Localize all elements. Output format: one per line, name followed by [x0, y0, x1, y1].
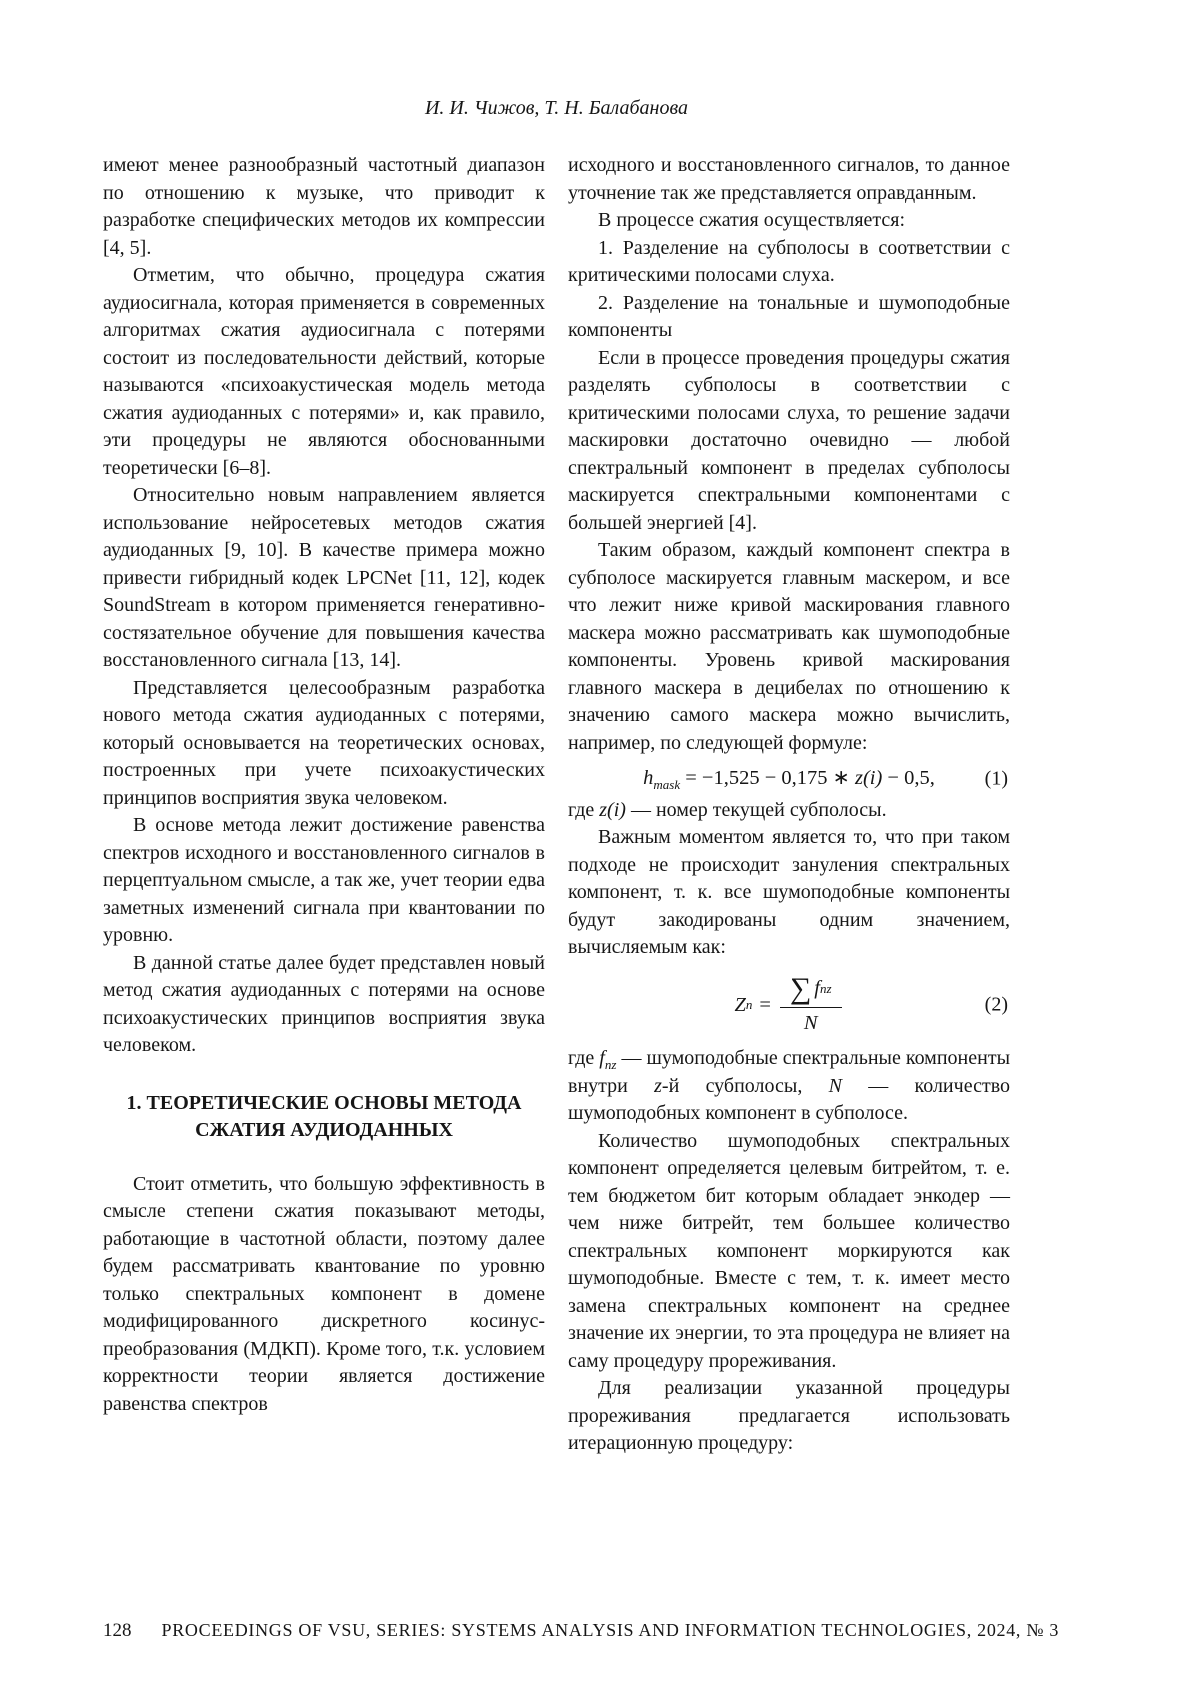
math-variable: f [599, 1047, 605, 1069]
formula-2 [568, 971, 1010, 1038]
paragraph: Если в процессе проведения процедуры сжатия разделять субполосы в соответствии с критическими полосами слуха, то решение задачи маскировки достаточно очевидно — любой спектральный компонент в пределах субполосы маскируется спектральными компонентами с большей энергией [4]. [568, 346, 1010, 534]
left-column [103, 152, 545, 1458]
formula-1-expression [643, 765, 935, 793]
journal-title: PROCEEDINGS OF VSU, SERIES: SYSTEMS ANALYSIS AND INFORMATION TECHNOLOGIES, 2024, № 3 [161, 1620, 1060, 1640]
paragraph: Таким образом, каждый компонент спектра в субполосе маскируется главным маскером, и все что лежит ниже кривой маскирования главного маскера можно рассматривать как шумоподобные компоненты. Уровень кривой маскирования главного маскера в децибелах по отношению к значению самого маскера можно вычислить, например, по следующей формуле: [568, 539, 1010, 754]
math-operators: = −1,525 − 0,175 ∗ [680, 767, 855, 789]
legend-text: — номер текущей субполосы. [625, 798, 887, 821]
paragraph: Количество шумоподобных спектральных компонент определяется целевым битрейтом, т. е. тем бюджетом бит которым обладает энкодер — чем ниже битрейт, тем большее количество спектральных компонент моркируются как шумоподобные. Вместе с тем, т. к. имеет место замена спектральных компонент на среднее значение их энергии, то эта процедура не влияет на саму процедуру прореживания. [568, 1129, 1010, 1372]
formula-1-legend [568, 797, 1010, 825]
page-header-authors: И. И. Чижов, Т. Н. Балабанова [424, 97, 689, 119]
summation-symbol: ∑ [789, 971, 812, 1005]
math-variable: z [654, 1074, 662, 1097]
legend-text: где [568, 798, 600, 821]
math-variable: z(i) [854, 767, 883, 789]
math-variable: N [828, 1074, 842, 1097]
right-column [568, 152, 1010, 1458]
paragraph: В данной статье далее будет представлен новый метод сжатия аудиоданных с потерями на основе психоакустических принципов восприятия звука человеком. [103, 951, 545, 1056]
page-number: 128 [103, 1620, 132, 1641]
paragraph: Для реализации указанной процедуры прореживания предлагается использовать итерационную процедуру: [568, 1377, 1010, 1454]
paragraph: Относительно новым направлением является использование нейросетевых методов сжатия аудиоданных [9, 10]. В качестве примера можно привести гибридный кодек LPCNet [11, 12], кодек SoundStream в котором применяется генеративно-состязательное обучение для повышения качества восстановленного сигнала [13, 14]. [103, 484, 545, 671]
equation-number: (2) [984, 993, 1008, 1016]
legend-text: — количество шумоподобных компонент в субполосе. [568, 1074, 1010, 1124]
formula-2-legend [568, 1045, 1010, 1128]
paragraph: Важным моментом является то, что при таком подходе не происходит зануления спектральных компонент, т. к. все шумоподобные компоненты будут закодированы одним значением, вычисляемым как: [568, 826, 1010, 958]
math-variable: z(i) [599, 798, 626, 821]
paragraph: В процессе сжатия осуществляется: [598, 209, 906, 231]
paragraph: Представляется целесообразным разработка нового метода сжатия аудиоданных с потерями, который основывается на теоретических основах, построенных при учете психоакустических принципов восприятия звука человеком. [103, 676, 545, 809]
paragraph: В основе метода лежит достижение равенства спектров исходного и восстановленного сигналов в перцептуальном смысле, а так же, учет теории едва заметных изменений сигнала при квантовании по уровню. [103, 814, 545, 946]
equals-sign: = [759, 993, 771, 1016]
fraction-denominator [780, 1007, 842, 1038]
math-operators: − 0,5, [882, 767, 935, 789]
math-variable: N [803, 1011, 818, 1034]
page-footer [103, 1620, 1100, 1642]
legend-text: — шумоподобные спектральные компоненты внутри [568, 1047, 1011, 1097]
numbered-list-item: 1. Разделение на субполосы в соответствии с критическими полосами слуха. [568, 236, 1010, 286]
formula-1 [568, 765, 1010, 793]
paragraph: Отметим, что обычно, процедура сжатия аудиосигнала, которая применяется в современных алгоритмах сжатия аудиосигнала с потерями состоит из последовательности действий, которые называются «психоакустическая модель метода сжатия аудиоданных с потерями» и, как правило, эти процедуры не являются обоснованными теоретически [6–8]. [103, 264, 545, 479]
fraction-numerator: ∑ f nz [789, 971, 832, 1005]
section-heading-line: 1. ТЕОРЕТИЧЕСКИЕ ОСНОВЫ МЕТОДА [126, 1091, 522, 1114]
paragraph: исходного и восстановленного сигналов, то данное уточнение так же представляется оправданным. [568, 154, 1010, 204]
math-variable: h [643, 767, 654, 789]
legend-text: где [568, 1047, 600, 1069]
numbered-list-item: 2. Разделение на тональные и шумоподобные компоненты [568, 291, 1010, 341]
legend-text: -й субполосы, [661, 1074, 829, 1097]
math-variable: f [814, 976, 820, 999]
two-column-body [103, 152, 1010, 1458]
section-heading [103, 1090, 545, 1144]
math-subscript: mask [653, 777, 681, 793]
equation-number: (1) [984, 767, 1008, 789]
math-subscript: nz [604, 1057, 617, 1072]
paragraph: Стоит отметить, что большую эффективность в смысле степени сжатия показывают методы, работающие в частотной области, поэтому далее будем рассматривать квантование по уровню только спектральных компонент в домене модифицированного дискретного косинус-преобразования (МДКП). Кроме того, т.к. условием корректности теории является достижение равенства спектров [103, 1172, 545, 1415]
formula-2-expression: Z n = ∑ f nz N [734, 974, 843, 1038]
fraction [780, 971, 842, 1038]
section-heading-line: СЖАТИЯ АУДИОДАННЫХ [195, 1118, 453, 1141]
paragraph: имеют менее разнообразный частотный диапазон по отношению к музыке, что приводит к разработке специфических методов их компрессии [4, 5]. [103, 154, 545, 259]
math-variable: Z [734, 993, 746, 1016]
